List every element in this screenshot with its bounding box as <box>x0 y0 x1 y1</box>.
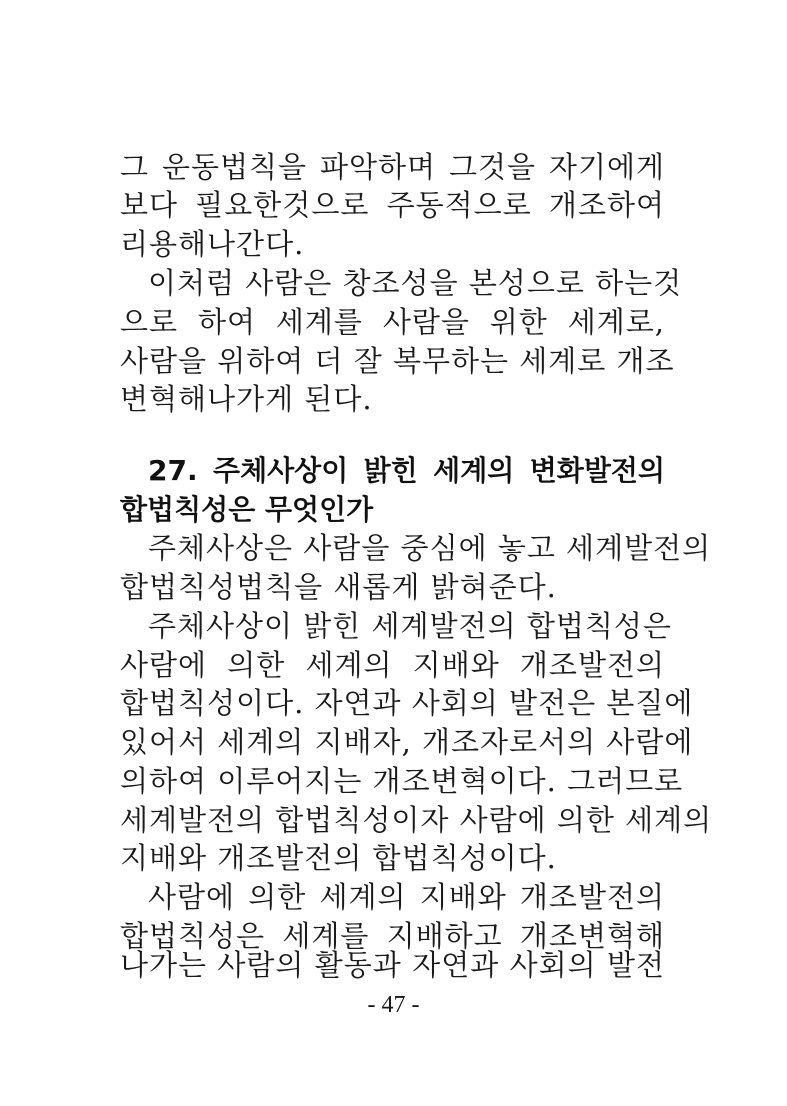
text-line: 그 운동법칙을 파악하며 그것을 자기에게 <box>120 150 665 184</box>
text-line: 합법칙성이다. 자연과 사회의 발전은 본질에 <box>120 686 694 720</box>
text-line: 합법칙성은 세계를 지배하고 개조변혁해 <box>120 919 665 953</box>
text-line: 변혁해나가게 된다. <box>120 382 373 416</box>
text-line: 주체사상은 사람을 중심에 놓고 세계발전의 <box>148 531 712 565</box>
text-line: 보다 필요한것으로 주동적으로 개조하여 <box>120 188 665 222</box>
text-line: 리용해나간다. <box>120 227 305 261</box>
text-line: 지배와 개조발전의 합법칙성이다. <box>120 841 557 875</box>
text-line: 있어서 세계의 지배자, 개조자로서의 사람에 <box>120 725 694 759</box>
text-line: 의하여 이루어지는 개조변혁이다. 그러므로 <box>120 764 684 798</box>
text-line: 사람에 의한 세계의 지배와 개조발전의 <box>148 880 665 914</box>
page-number: - 47 - <box>367 992 420 1018</box>
text-line: 사람을 위하여 더 잘 복무하는 세계로 개조 <box>120 344 675 378</box>
text-line: 세계발전의 합법칙성이자 사람에 의한 세계의 <box>120 803 713 837</box>
section-heading: 27. 주체사상이 밝힌 세계의 변화발전의 <box>148 454 665 487</box>
text-line: 주체사상이 밝힌 세계발전의 합법칙성은 <box>148 609 672 643</box>
section-heading: 합법칙성은 무엇인가 <box>120 493 374 526</box>
text-line: 나가는 사람의 활동과 자연과 사회의 발전 <box>120 948 665 982</box>
text-line: 으로 하여 세계를 사람을 위한 세계로, <box>120 305 665 339</box>
text-line: 이처럼 사람은 창조성을 본성으로 하는것 <box>148 266 683 300</box>
text-line: 사람에 의한 세계의 지배와 개조발전의 <box>120 648 665 682</box>
text-line: 합법칙성법칙을 새롭게 밝혀준다. <box>120 570 557 604</box>
